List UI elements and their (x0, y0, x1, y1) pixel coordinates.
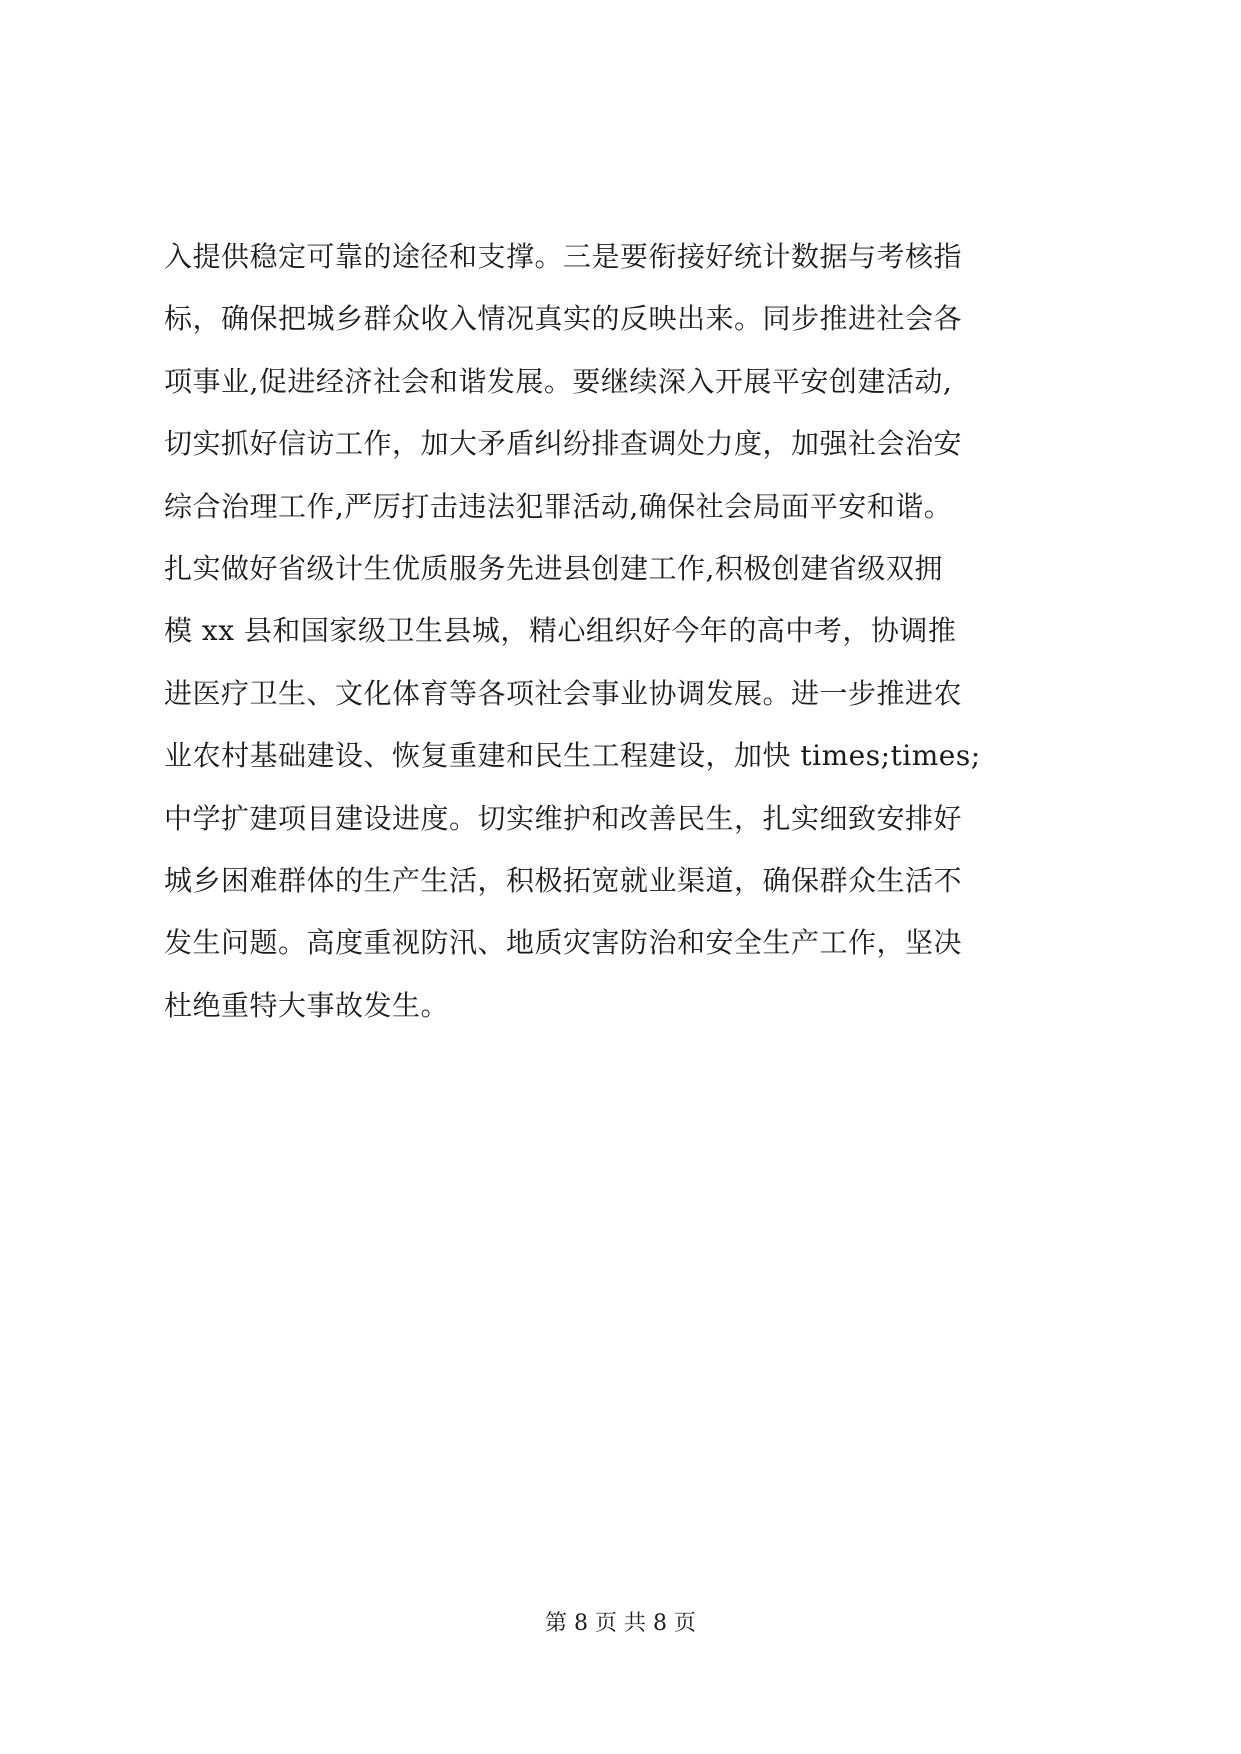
body-line: 项事业,促进经济社会和谐发展。要继续深入开展平安创建活动, (164, 364, 953, 398)
body-line: 标，确保把城乡群众收入情况真实的反映出来。同步推进社会各 (164, 302, 963, 336)
body-line: 进医疗卫生、文化体育等各项社会事业协调发展。进一步推进农 (164, 676, 963, 710)
body-line: 综合治理工作,严厉打击违法犯罪活动,确保社会局面平安和谐。 (164, 489, 953, 523)
body-line: 模 xx 县和国家级卫生县城，精心组织好今年的高中考，协调推 (164, 614, 957, 648)
body-line: 切实抓好信访工作，加大矛盾纠纷排查调处力度，加强社会治安 (164, 427, 963, 461)
body-line: 入提供稳定可靠的途径和支撑。三是要衔接好统计数据与考核指 (164, 240, 963, 273)
body-line: 扎实做好省级计生优质服务先进县创建工作,积极创建省级双拥 (164, 552, 943, 586)
body-line: 发生问题。高度重视防汛、地质灾害防治和安全生产工作，坚决 (164, 926, 963, 960)
body-line: 中学扩建项目建设进度。切实维护和改善民生，扎实细致安排好 (164, 801, 963, 835)
body-line: 杜绝重特大事故发生。 (164, 988, 450, 1022)
body-line: 业农村基础建设、恢复重建和民生工程建设，加快 times;times; (164, 739, 981, 773)
page-number-footer: 第 8 页 共 8 页 (545, 1611, 696, 1636)
document-body (164, 226, 1084, 1037)
body-line: 城乡困难群体的生产生活，积极拓宽就业渠道，确保群众生活不 (164, 864, 963, 898)
